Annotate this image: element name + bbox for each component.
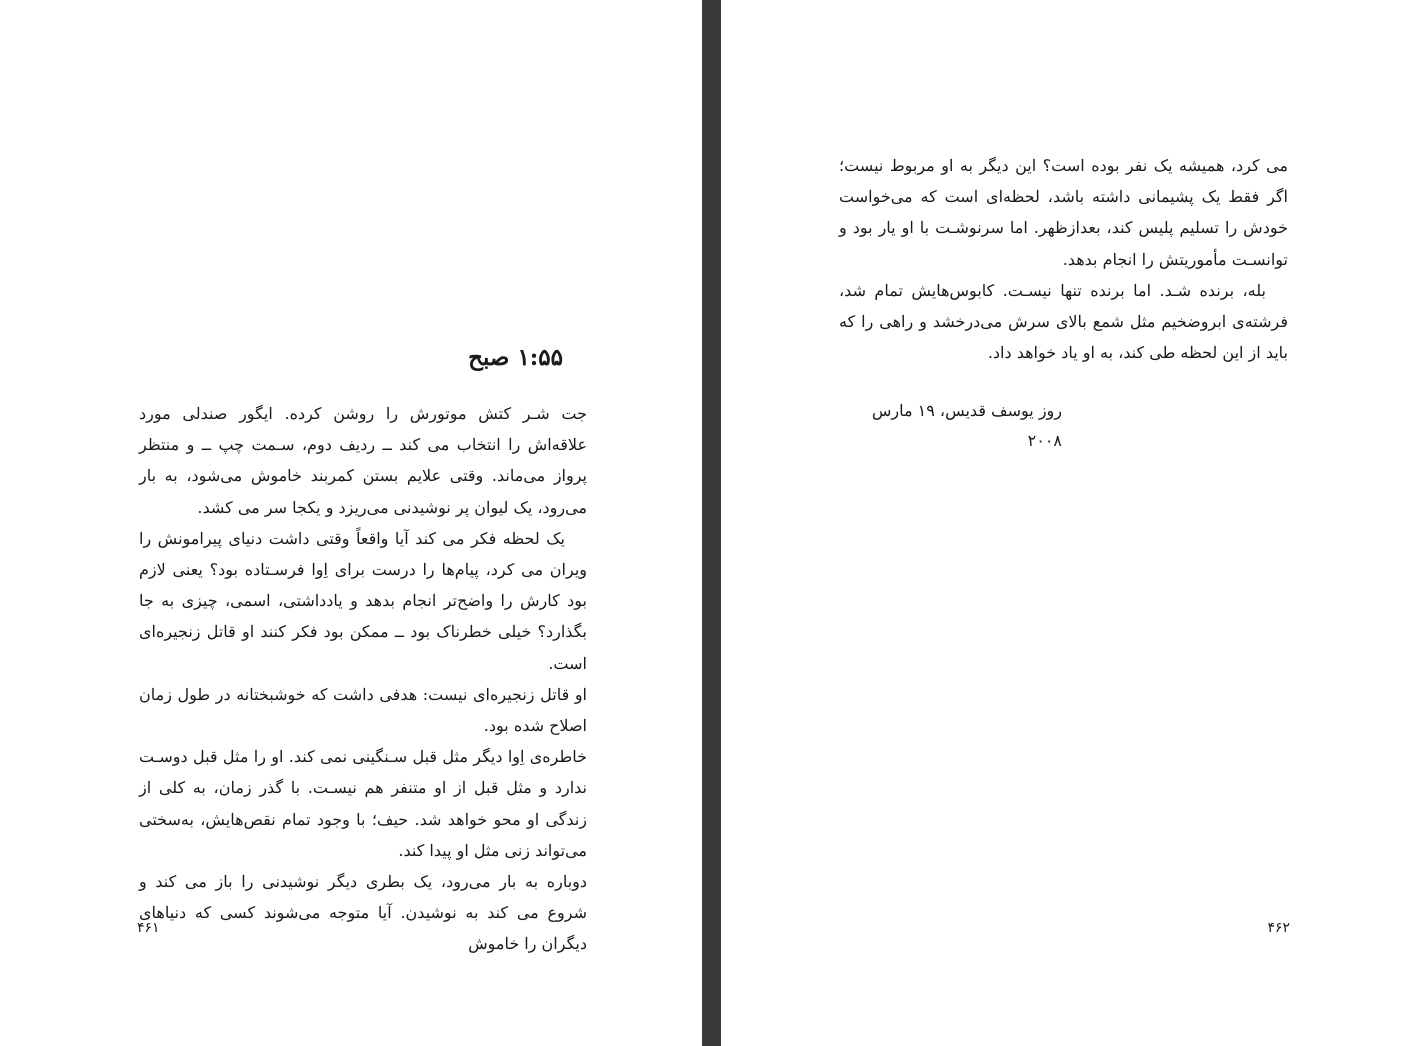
- paragraph: جت شـر کتش موتورش را روشن کرده. ایگور صندلی مورد علاقه‌اش را انتخاب می کند ــ ردیف دوم، سـمت چپ ــ و منتظر پرواز می‌ماند. وقتی علایم بستن کمربند خاموش می‌شود، به بار می‌رود، یک لیوان پر نوشیدنی می‌ریزد و یکجا سر می کشد.: [139, 404, 587, 517]
- page-number: ۴۶۱: [137, 920, 160, 936]
- chapter-heading: ۱:۵۵ صبح: [468, 344, 563, 371]
- page-number: ۴۶۲: [1267, 920, 1290, 936]
- right-page: [721, 0, 1423, 1046]
- paragraph: یک لحظه فکر می کند آیا واقعاً وقتی داشت دنیای پیرامونش را ویران می کرد، پیام‌ها را درست برای اِوا فرسـتاده بود؟ یعنی لازم بود کارش را واضح‌تر انجام بدهد و یادداشتی، اسمی، چیزی به جا بگذارد؟ خیلی خطرناک بود ــ ممکن بود فکر کنند او قاتل زنجیره‌ای است.: [139, 528, 587, 673]
- paragraph: دوباره به بار می‌رود، یک بطری دیگر نوشیدنی را باز می کند و شروع می کند به نوشیدن. آیا متوجه می‌شوند کسی که دنیاهای دیگران را خاموش: [139, 872, 587, 954]
- paragraph: خاطره‌ی اِوا دیگر مثل قبل سـنگینی نمی کند. او را مثل قبل دوسـت ندارد و مثل قبل از او متنفر هم نیسـت. با گذر زمان، به کلی از زندگی او محو خواهد شد. حیف؛ با وجود تمام نقص‌هایش، به‌سختی می‌تواند زنی مثل او پیدا کند.: [139, 747, 587, 860]
- paragraph: بله، برنده شـد. اما برنده تنها نیسـت. کابوس‌هایش تمام شد، فرشته‌ی ابروضخیم مثل شمع بالای سرش می‌درخشد و راهی را که باید از این لحظه طی کند، به او یاد خواهد داد.: [839, 280, 1288, 363]
- left-page: [0, 0, 702, 1046]
- paragraph: او قاتل زنجیره‌ای نیست: هدفی داشت که خوشبختانه در طول زمان اصلاح شده بود.: [139, 684, 587, 736]
- place-date-signature: روز یوسف قدیس، ۱۹ مارس ۲۰۰۸: [871, 401, 1062, 450]
- paragraph: می کرد، همیشه یک نفر بوده است؟ این دیگر به او مربوط نیست؛ اگر فقط یک پشیمانی داشته باشد، لحظه‌ای است که می‌خواست خودش را تسلیم پلیس کند، بعدازظهر. اما سرنوشـت با او یار بود و توانسـت مأموریتش را انجام بدهد.: [839, 156, 1288, 269]
- book-gutter: [702, 0, 721, 1046]
- right-page-body: [839, 150, 1288, 368]
- left-page-body: [139, 398, 587, 960]
